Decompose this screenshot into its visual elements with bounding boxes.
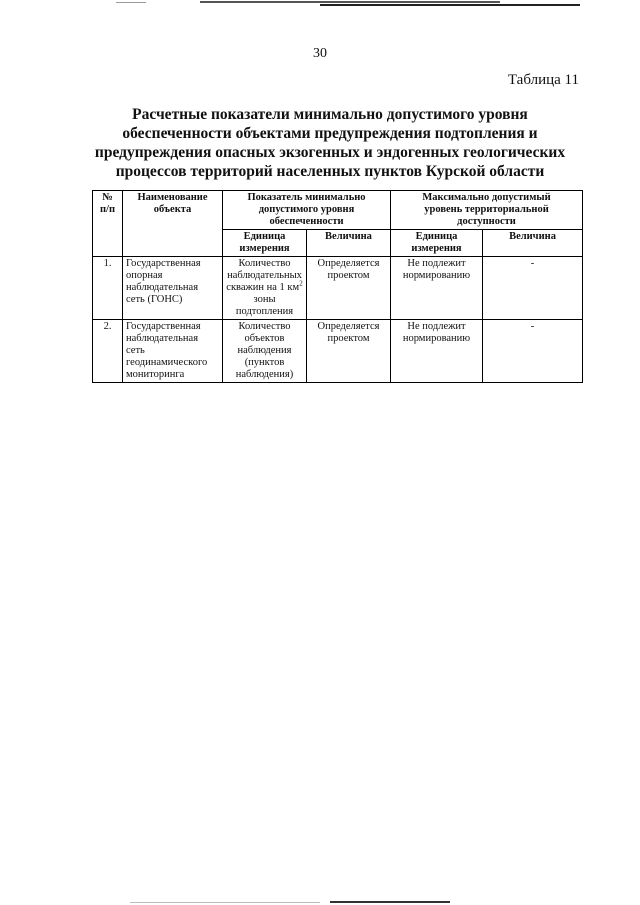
table-row xyxy=(93,257,583,320)
scan-artifact-bottom xyxy=(0,892,640,905)
document-title xyxy=(90,105,570,181)
row-value-2: - xyxy=(483,320,583,383)
row-value: Определяется проектом xyxy=(307,320,391,383)
row-unit: Количество объектов наблюдения (пунктов наблюдения) xyxy=(223,320,307,383)
header-value-2: Величина xyxy=(483,230,583,257)
row-unit-2: Не подлежит нормированию xyxy=(391,320,483,383)
row-value: Определяется проектом xyxy=(307,257,391,320)
title-line: процессов территорий населенных пунктов Курской области xyxy=(115,163,545,180)
table-row xyxy=(93,320,583,383)
row-unit: Количество наблюдательных скважин на 1 $км^2$ зоны подтопления xyxy=(223,257,307,320)
title-line: Расчетные показатели минимально допустимого уровня xyxy=(132,106,528,123)
header-name: Наименование объекта xyxy=(123,191,223,257)
table-label: Таблица 11 xyxy=(507,72,579,88)
title-line: предупреждения опасных экзогенных и эндогенных геологических xyxy=(94,144,566,161)
row-name: Государственная опорная наблюдательная сеть (ГОНС) xyxy=(123,257,223,320)
header-min-level: Показатель минимально допустимого уровня обеспеченности xyxy=(223,191,391,230)
header-max-access: Максимально допустимый уровень территориальной доступности xyxy=(391,191,583,230)
row-unit-2: Не подлежит нормированию xyxy=(391,257,483,320)
header-num: № п/п xyxy=(93,191,123,257)
row-name: Государственная наблюдательная сеть геодинамического мониторинга xyxy=(123,320,223,383)
page-number: 30 xyxy=(313,46,327,61)
row-value-2: - xyxy=(483,257,583,320)
title-line: обеспеченности объектами предупреждения подтопления и xyxy=(122,125,538,142)
standards-table xyxy=(92,190,583,383)
scan-artifact-top xyxy=(0,0,640,8)
header-unit-2: Единица измерения xyxy=(391,230,483,257)
row-num: 1. xyxy=(93,257,123,320)
row-num: 2. xyxy=(93,320,123,383)
header-unit: Единица измерения xyxy=(223,230,307,257)
header-value: Величина xyxy=(307,230,391,257)
